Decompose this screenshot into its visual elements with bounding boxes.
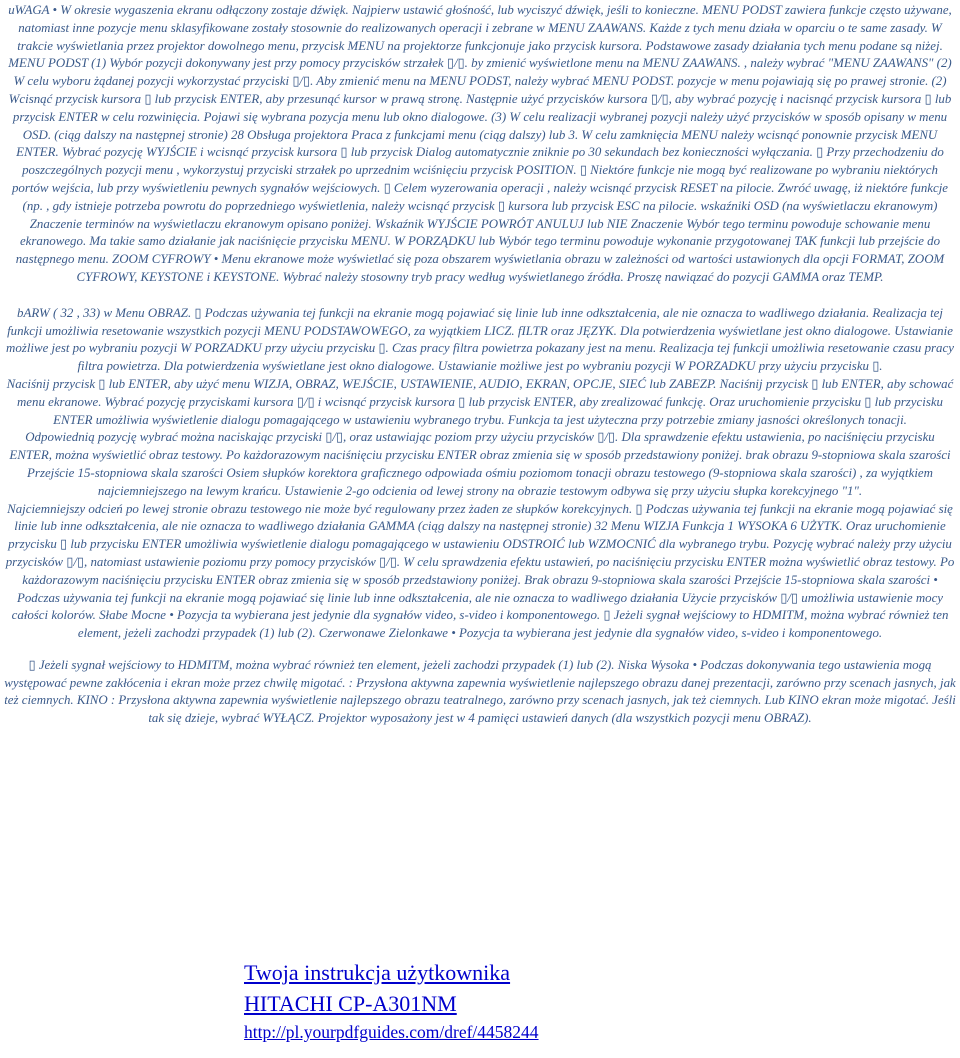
footer-links bbox=[244, 958, 539, 1046]
paragraph-3: Naciśnij przycisk ▯ lub ENTER, aby użyć menu WIZJA, OBRAZ, WEJŚCIE, USTAWIENIE, AUDIO, EKRAN, OPCJE, SIEĆ lub ZABEZP. Naciśnij przycisk ▯ lub ENTER, aby schować menu ekranowe. Wybrać pozycję przyciskami kursora ▯/▯ i wcisnąć przycisk kursora ▯ lub przycisk ENTER, aby zrealizować funkcję. Oraz uruchomienie przycisku ▯ lub przycisku ENTER umożliwia wyświetlenie dialogu pomagającego w ustawieniu wybranego trybu. Funkcja ta jest użyteczna przy potrzebie zmiany jasności określonych tonacji. bbox=[6, 376, 954, 427]
paragraph-2: bARW ( 32 , 33) w Menu OBRAZ. ▯ Podczas używania tej funkcji na ekranie mogą pojawiać się linie lub inne odkształcenia, ale nie oznacza to wadliwego działania. Realizacja tej funkcji umożliwia resetowanie wszystkich pozycji MENU PODSTAWOWEGO, za wyjątkiem LICZ. fILTR oraz JĘZYK. Dla potwierdzenia wyświetlane jest okno dialogowe. Ustawianie możliwe jest po wybraniu pozycji W PORZADKU przy użyciu przycisku ▯. Czas pracy filtra powietrza pokazany jest na menu. Realizacja tej funkcji umożliwia resetowanie czasu pracy filtra powietrza. Dla potwierdzenia wyświetlane jest okno dialogowe. Ustawianie możliwe jest po wybraniu pozycji W PORZADKU przy użyciu przycisku ▯. bbox=[6, 305, 954, 374]
manual-title-link[interactable]: Twoja instrukcja użytkownika bbox=[244, 960, 511, 985]
paragraph-spacer bbox=[4, 287, 956, 305]
paragraph-spacer bbox=[4, 643, 956, 657]
model-link[interactable]: HITACHI CP-A301NM bbox=[244, 991, 457, 1016]
paragraph-5: Najciemniejszy odcień po lewej stronie obrazu testowego nie może być regulowany przez żaden ze słupków korekcyjnych. ▯ Podczas używania tej funkcji na ekranie mogą pojawiać się linie lub inne odkształcenia, ale nie oznacza to wadliwego działania GAMMA (ciąg dalszy na następnej stronie) 32 Menu WIZJA Funkcja 1 WYSOKA 6 UŻYTK. Oraz uruchomienie przycisku ▯ lub przycisku ENTER umożliwia wyświetlenie dialogu pomagającego w ustawieniu ODSTROIĆ lub WZMOCNIĆ dla wybranego trybu. Pozycję wybrać należy przy użyciu przycisków ▯/▯, natomiast ustawienie poziomu przy pomocy przycisków ▯/▯. W celu sprawdzenia efektu ustawień, po naciśnięciu przycisku ENTER można wyświetlić obraz testowy. Po każdorazowym naciśnięciu przycisku ENTER obraz zmienia się w sposób przedstawiony poniżej. Brak obrazu 9-stopniowa skala szarości Przejście 15-stopniowa skala szarości • Podczas używania tej funkcji na ekranie mogą pojawiać się linie lub inne odkształcenia, ale nie oznacza to wadliwego działania Użycie przycisków ▯/▯ umożliwia ustawienie mocy całości kolorów. Słabe Mocne • Pozycja ta wybierana jest jedynie dla sygnałów video, s-video i komponentowego. ▯ Jeżeli sygnał wejściowy to HDMITM, można wybrać również ten element, jeżeli zachodzi przypadek (1) lub (2). Czerwonawe Zielonkawe • Pozycja ta wybierana jest jedynie dla sygnałów video, s-video i komponentowego. bbox=[5, 501, 955, 641]
document-body bbox=[4, 2, 956, 728]
paragraph-4: Odpowiednią pozycję wybrać można naciskając przyciski ▯/▯, oraz ustawiając poziom przy użyciu przycisków ▯/▯. Dla sprawdzenie efektu ustawienia, po naciśnięciu przycisku ENTER, można wyświetlić obraz testowy. Po każdorazowym naciśnięciu przycisku ENTER obraz zmienia się w sposób przedstawiony poniżej. brak obrazu 9-stopniowa skala szarości Przejście 15-stopniowa skala szarości Osiem słupków korektora graficznego odpowiada ośmiu poziomom tonacji obrazu testowego (9-stopniowa skala szarości) , za wyjątkiem najciemniejszego na lewym krańcu. Ustawienie 2-go odcienia od lewej strony na obrazie testowym odbywa się przy użyciu słupka korekcyjnego "1". bbox=[9, 430, 951, 498]
paragraph-1: uWAGA • W okresie wygaszenia ekranu odłączony zostaje dźwięk. Najpierw ustawić głośność, lub wyciszyć dźwięk, jeśli to konieczne. MENU PODST zawiera funkcje często używane, natomiast inne pozycje menu sklasyfikowane zostały stosownie do realizowanych operacji i zebrane w MENU ZAAWANS. Każde z tych menu działa w oparciu o te same zasady. W trakcie wyświetlania przez projektor dowolnego menu, przycisk MENU na projektorze funkcjonuje jako przycisk kursora. Podstawowe zasady działania tych menu podane są niżej. MENU PODST (1) Wybór pozycji dokonywany jest przy pomocy przycisków strzałek ▯/▯. by zmienić wyświetlone menu na MENU ZAAWANS. , należy wybrać "MENU ZAAWANS" (2) W celu wyboru żądanej pozycji wykorzystać przyciski ▯/▯. Aby zmienić menu na MENU PODST, należy wybrać MENU PODST. pozycje w menu pojawiają się po prawej stronie. (2) Wcisnąć przycisk kursora ▯ lub przycisk ENTER, aby przesunąć kursor w prawą stronę. Następnie użyć przycisków kursora ▯/▯, aby wybrać pozycję i nacisnąć przycisk kursora ▯ lub przycisk ENTER w celu rozwinięcia. Pojawi się wybrana pozycja menu lub okno dialogowe. (3) W celu realizacji wybranej pozycji należy użyć przycisków w sposób opisany w menu OSD. (ciąg dalszy na następnej stronie) 28 Obsługa projektora Praca z funkcjami menu (ciąg dalszy) lub 3. W celu zamknięcia MENU należy wcisnąć ponownie przycisk MENU ENTER. Wybrać pozycję WYJŚCIE i wcisnąć przycisk kursora ▯ lub przycisk Dialog automatycznie zniknie po 30 sekundach bez konieczności wyłączania. ▯ Przy przechodzeniu do poszczególnych pozycji menu , wykorzystuj przyciski strzałek po uprzednim wciśnięciu przycisk POSITION. ▯ Niektóre funkcje nie mogą być realizowane po wybraniu niektórych portów wejścia, lub przy wyświetleniu pewnych sygnałów wejściowych. ▯ Celem wyzerowania operacji , należy wcisnąć przycisk RESET na pilocie. Zwróć uwagę, iż niektóre funkcje (np. , gdy istnieje potrzeba powrotu do poprzedniego wyświetlenia, należy wcisnąć przycisk ▯ kursora lub przycisk ESC na pilocie. wskaźniki OSD (na wyświetlaczu ekranowym) Znaczenie terminów na wyświetlaczu ekranowym opisano poniżej. Wskaźnik WYJŚCIE POWRÓT ANULUJ lub NIE Znaczenie Wybór tego terminu powoduje schowanie menu ekranowego. Ma takie samo działanie jak naciśnięcie przycisku MENU. W PORZĄDKU lub Wybór tego terminu powoduje wykonanie przygotowanej TAK funkcji lub przejście do następnego menu. ZOOM CYFROWY • Menu ekranowe może wyświetlać się poza obszarem wyświetlania obrazu w zależności od wartości ustawionych dla opcji FORMAT, ZOOM CYFROWY, KEYSTONE i KEYSTONE. Wybrać należy stosowny tryb pracy według wyświetlanego źródła. Proszę nawiązać do pozycji GAMMA oraz TEMP. bbox=[8, 3, 952, 284]
url-link[interactable]: http://pl.yourpdfguides.com/dref/4458244 bbox=[244, 1022, 539, 1042]
paragraph-6: ▯ Jeżeli sygnał wejściowy to HDMITM, można wybrać również ten element, jeżeli zachodzi przypadek (1) lub (2). Niska Wysoka • Podczas dokonywania tego ustawienia mogą występować pewne zakłócenia i ekran może przez chwilę migotać. : Przysłona aktywna zapewnia wyświetlenie najlepszego obrazu danej prezentacji, zarówno przy scenach jasnych, jak też ciemnych. KINO : Przysłona aktywna zapewnia wyświetlenie najlepszego obrazu teatralnego, zarówno przy scenach jasnych, jak też ciemnych. Lub KINO ekran może migotać. Jeśli tak się dzieje, wybrać WYŁĄCZ. Projektor wyposażony jest w 4 pamięci ustawień danych (dla wszystkich pozycji menu OBRAZ). bbox=[4, 657, 956, 726]
